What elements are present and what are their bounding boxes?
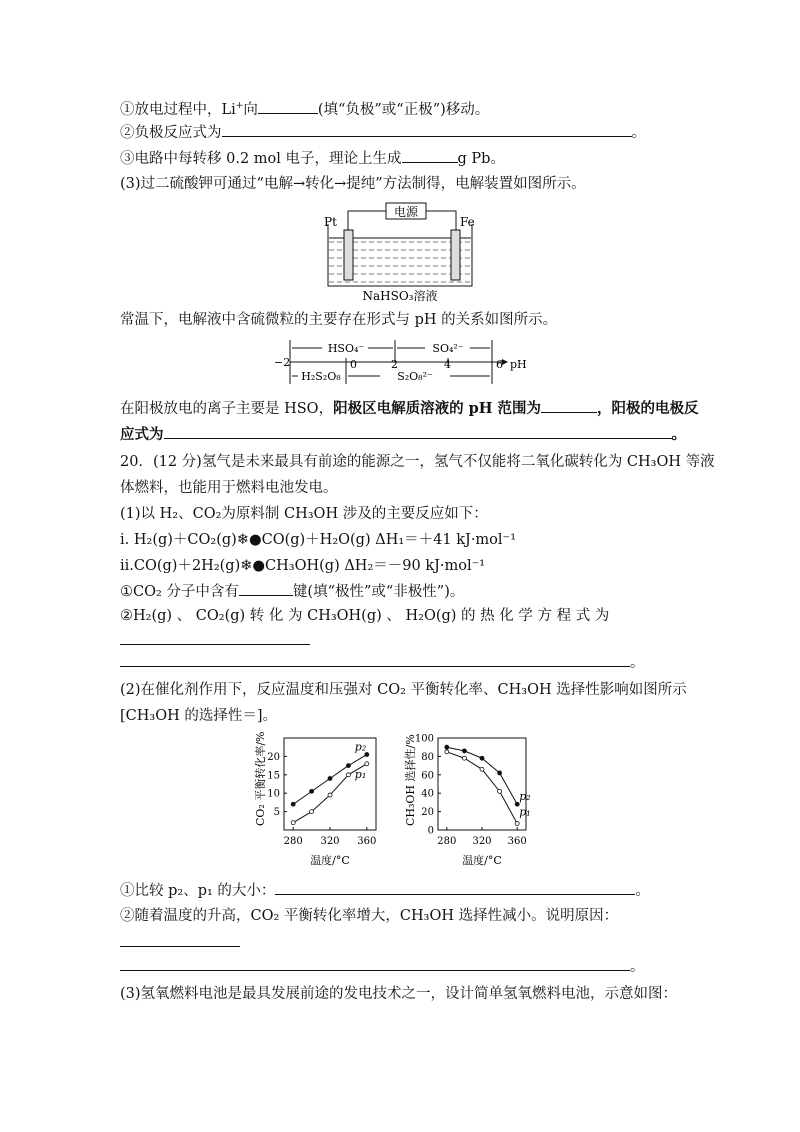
selectivity-definition: [CH₃OH 的选择性＝]。 [120,708,278,724]
answer-blank[interactable] [239,581,293,596]
q-pb-mass: ③电路中每转移 0.2 mol 电子，理论上生成 g Pb。 [120,148,505,169]
answer-blank[interactable] [275,880,635,895]
y-tick-label: 100 [414,733,434,745]
tick-neg2: −2 [274,356,291,369]
y-tick-label: 15 [267,770,280,782]
data-point [310,789,314,793]
data-point [480,756,484,760]
right-wire [426,211,456,230]
h2s2o8-label: H₂S₂O₈ [301,370,341,383]
y-tick-label: 80 [421,751,434,763]
answer-blank[interactable] [541,398,597,413]
q-compare-p: ①比较 p₂、p₁ 的大小： 。 [120,880,650,901]
series-label: p₁ [354,767,367,781]
ch3oh-selectivity-chart [398,730,538,870]
co2-conversion-chart [248,730,388,870]
answer-blank[interactable] [402,148,458,163]
answer-blank[interactable] [258,99,318,114]
q20-1-intro: (1)以 H₂、CO₂为原料制 CH₃OH 涉及的主要反应如下： [120,506,488,522]
power-source-label: 电源 [393,205,419,219]
q3-intro: (3)过二硫酸钾可通过“电解→转化→提纯”方法制得，电解装置如图所示。 [120,176,586,192]
answer-line: 。 [120,956,645,977]
electrolysis-cell-figure [320,198,480,304]
q20-line1: 20．(12 分)氢气是未来最具有前途的能源之一，氢气不仅能将二氧化碳转化为 CH₃OH 等液 [120,454,715,470]
data-point [445,745,449,749]
y-tick-label: 40 [421,788,434,800]
q-li-direction: ①放电过程中，Li+向 (填“负极”或“正极”)移动。 [120,96,489,120]
data-point [445,750,449,754]
data-point [515,822,519,826]
data-point [462,749,466,753]
data-point [498,771,502,775]
y-tick-label: 60 [421,770,434,782]
x-tick-label: 360 [357,836,377,847]
y-tick-label: 20 [267,751,280,763]
ph-species-diagram [270,336,540,388]
data-point [310,810,314,814]
q-anode-ph: 在阳极放电的离子主要是 HSO，阳极区电解质溶液的 pH 范围为 ，阳极的电极反 [120,400,699,417]
pt-electrode-label: Pt [324,215,337,229]
y-axis-label: CO₂ 平衡转化率/% [254,731,267,826]
series-group [445,745,531,825]
data-point [480,767,484,771]
q20-line2: 体燃料，也能用于燃料电池发电。 [120,480,338,496]
tick-4: 4 [444,358,451,371]
data-point [328,776,332,780]
data-point [291,802,295,806]
answer-blank[interactable] [164,424,672,439]
x-tick-label: 280 [283,836,303,847]
reaction-i: i. H₂(g)＋CO₂(g)❄●CO(g)＋H₂O(g) ΔH₁＝＋41 kJ·mol⁻¹ [120,532,517,548]
answer-blank[interactable] [120,956,630,971]
q-co2-bond: ①CO₂ 分子中含有 键(填“极性”或“非极性”)。 [120,581,464,602]
y-tick-label: 20 [421,807,434,819]
fe-electrode-label: Fe [460,215,475,229]
q20-2-intro: (2)在催化剂作用下，反应温度和压强对 CO₂ 平衡转化率、CH₃OH 选择性影响如图所示 [120,682,687,698]
answer-line: 。 [120,652,645,673]
q-explain-reason: ②随着温度的升高，CO₂ 平衡转化率增大，CH₃OH 选择性减小。说明原因： [120,908,619,924]
q-anode-reaction: 应式为 。 [120,426,686,443]
answer-blank[interactable] [120,652,630,667]
data-point [346,764,350,768]
q-thermo-equation: ②H₂(g) 、 CO₂(g) 转 化 为 CH₃OH(g) 、 H₂O(g) 的 热 化 学 方 程 式 为 [120,608,610,624]
reaction-ii: ii.CO(g)＋2H₂(g)❄●CH₃OH(g) ΔH₂＝－90 kJ·mol⁻¹ [120,558,486,574]
y-tick-label: 10 [267,788,280,800]
data-point [346,773,350,777]
ph-relation-intro: 常温下，电解液中含硫微粒的主要存在形式与 pH 的关系如图所示。 [120,312,558,328]
data-point [328,793,332,797]
x-tick-label: 320 [320,836,340,847]
x-tick-label: 320 [472,836,492,847]
hso4-label: HSO₄⁻ [327,342,365,355]
ph-axis-label: pH [510,358,527,371]
data-point [291,821,295,825]
answer-blank[interactable] [120,630,310,645]
data-point [498,789,502,793]
solution-caption: NaHSO₃溶液 [362,289,438,303]
tick-6: 6 [496,358,503,371]
left-wire [348,211,386,230]
answer-blank[interactable] [222,122,632,137]
series-label: p₂ [519,790,531,804]
data-point [365,762,369,766]
series-line-p1 [447,752,517,824]
y-tick-label: 5 [273,807,280,819]
x-axis-label: 温度/°C [462,854,502,867]
x-tick-label: 280 [437,836,457,847]
series-label: p₂ [354,740,367,754]
fe-electrode [451,230,460,280]
q-negative-electrode: ②负极反应式为 。 [120,122,646,143]
series-group [291,741,369,825]
y-tick-label: 0 [427,825,434,837]
series-label: p₁ [519,805,531,819]
data-point [462,756,466,760]
q20-3-intro: (3)氢氧燃料电池是最具发展前途的发电技术之一，设计简单氢氧燃料电池，示意如图： [120,986,678,1002]
y-axis-label: CH₃OH 选择性/% [404,734,417,826]
answer-blank[interactable] [120,932,240,947]
x-axis-label: 温度/°C [310,854,350,867]
tick-0: 0 [350,358,357,371]
so4-label: SO₄²⁻ [432,342,464,355]
pt-electrode [344,230,353,280]
tick-2: 2 [391,358,398,371]
s2o8-label: S₂O₈²⁻ [397,370,433,383]
x-tick-label: 360 [507,836,527,847]
